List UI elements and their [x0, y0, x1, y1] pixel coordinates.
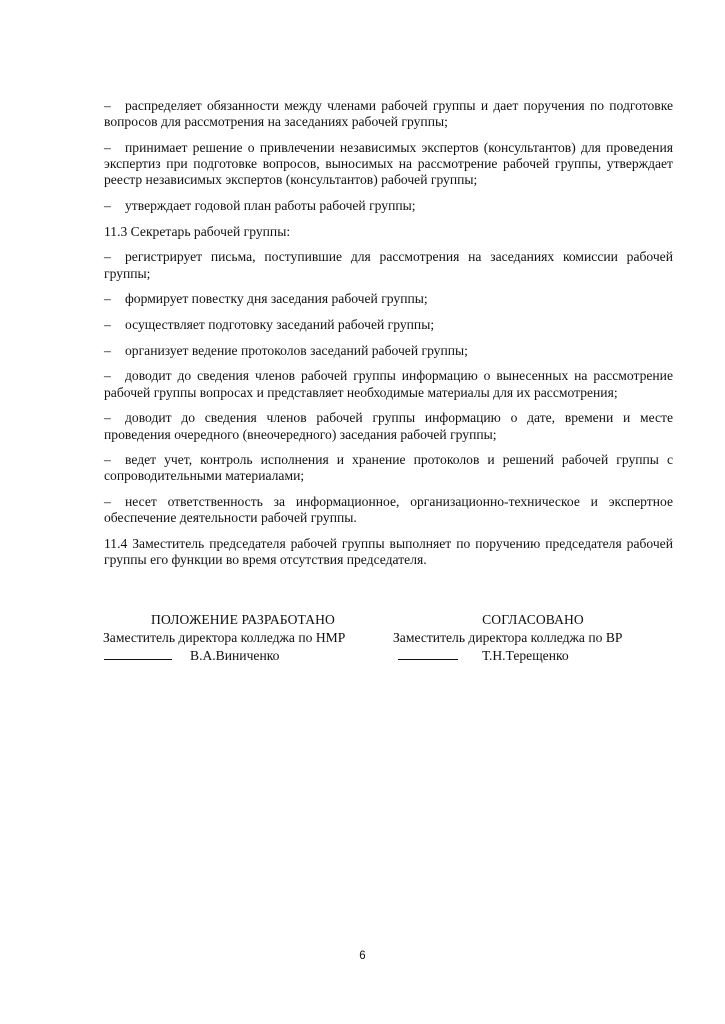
signature-line: [103, 646, 383, 665]
list-item: [104, 198, 673, 214]
signature-blank: [104, 646, 172, 660]
paragraph-text: формирует повестку дня заседания рабочей группы;: [125, 291, 428, 307]
signature-position: Заместитель директора колледжа по ВР: [393, 629, 623, 645]
paragraph-text: утверждает годовой план работы рабочей группы;: [125, 198, 416, 214]
list-dash: –: [104, 139, 111, 155]
list-item: [104, 494, 673, 526]
list-item: [104, 317, 673, 333]
list-item: [104, 249, 673, 281]
paragraph-text: организует ведение протоколов заседаний рабочей группы;: [125, 342, 468, 358]
signature-line: [393, 646, 673, 665]
paragraph-text: осуществляет подготовку заседаний рабочей группы;: [125, 317, 435, 333]
paragraph-text: 11.4 Заместитель председателя рабочей группы выполняет по поручению председателя рабочей группы его функции во время отсутствия председателя.: [104, 536, 673, 568]
paragraph-text: принимает решение о привлечении независимых экспертов (консультантов) для проведения экспертиз при подготовке вопросов, выносимых на рассмотрение рабочей группы, утверждает реестр независимых экспертов (консультантов) рабочей группы;: [104, 139, 673, 188]
signature-title: СОГЛАСОВАНО: [482, 612, 584, 627]
paragraph-text: регистрирует письма, поступившие для рассмотрения на заседаниях комиссии рабочей группы;: [104, 249, 673, 281]
section-heading: [104, 224, 673, 240]
signatory-name: В.А.Виниченко: [190, 648, 280, 663]
list-item: [104, 140, 673, 189]
paragraph-text: доводит до сведения членов рабочей группы информацию о дате, времени и месте проведения очередного (внеочередного) заседания рабочей группы;: [104, 410, 673, 442]
list-dash: –: [104, 494, 111, 510]
list-item: [104, 291, 673, 307]
list-dash: –: [104, 198, 111, 214]
list-dash: –: [104, 98, 111, 113]
list-dash: –: [104, 368, 111, 384]
list-item: [104, 410, 673, 442]
list-dash: –: [104, 317, 111, 333]
paragraph-text: 11.3 Секретарь рабочей группы:: [104, 223, 291, 239]
list-dash: –: [104, 452, 111, 468]
list-dash: –: [104, 410, 111, 426]
list-item: [104, 452, 673, 484]
document-body: [104, 98, 673, 568]
signature-title: ПОЛОЖЕНИЕ РАЗРАБОТАНО: [151, 612, 335, 627]
list-dash: –: [104, 291, 111, 307]
page-number: 6: [359, 950, 366, 962]
list-dash: –: [104, 342, 111, 358]
paragraph-text: доводит до сведения членов рабочей группы информацию о вынесенных на рассмотрение рабочей группы вопросах и представляет необходимые материалы для их рассмотрения;: [104, 368, 673, 400]
paragraph-text: распределяет обязанности между членами рабочей группы и дает поручения по подготовке вопросов для рассмотрения на заседаниях рабочей группы;: [104, 98, 673, 130]
section-paragraph: [104, 536, 673, 568]
list-dash: –: [104, 249, 111, 265]
signature-blank: [398, 646, 458, 660]
list-item: [104, 368, 673, 400]
signatory-name: Т.Н.Терещенко: [482, 648, 569, 663]
signature-block-developed: [103, 611, 383, 665]
paragraph-text: ведет учет, контроль исполнения и хранение протоколов и решений рабочей группы с сопроводительными материалами;: [104, 452, 673, 484]
signature-position: Заместитель директора колледжа по НМР: [103, 629, 346, 645]
paragraph-text: несет ответственность за информационное, организационно-техническое и экспертное обеспечение деятельности рабочей группы.: [104, 494, 673, 526]
list-item: [104, 343, 673, 359]
list-item: [104, 98, 673, 130]
signature-block-approved: [393, 611, 673, 665]
